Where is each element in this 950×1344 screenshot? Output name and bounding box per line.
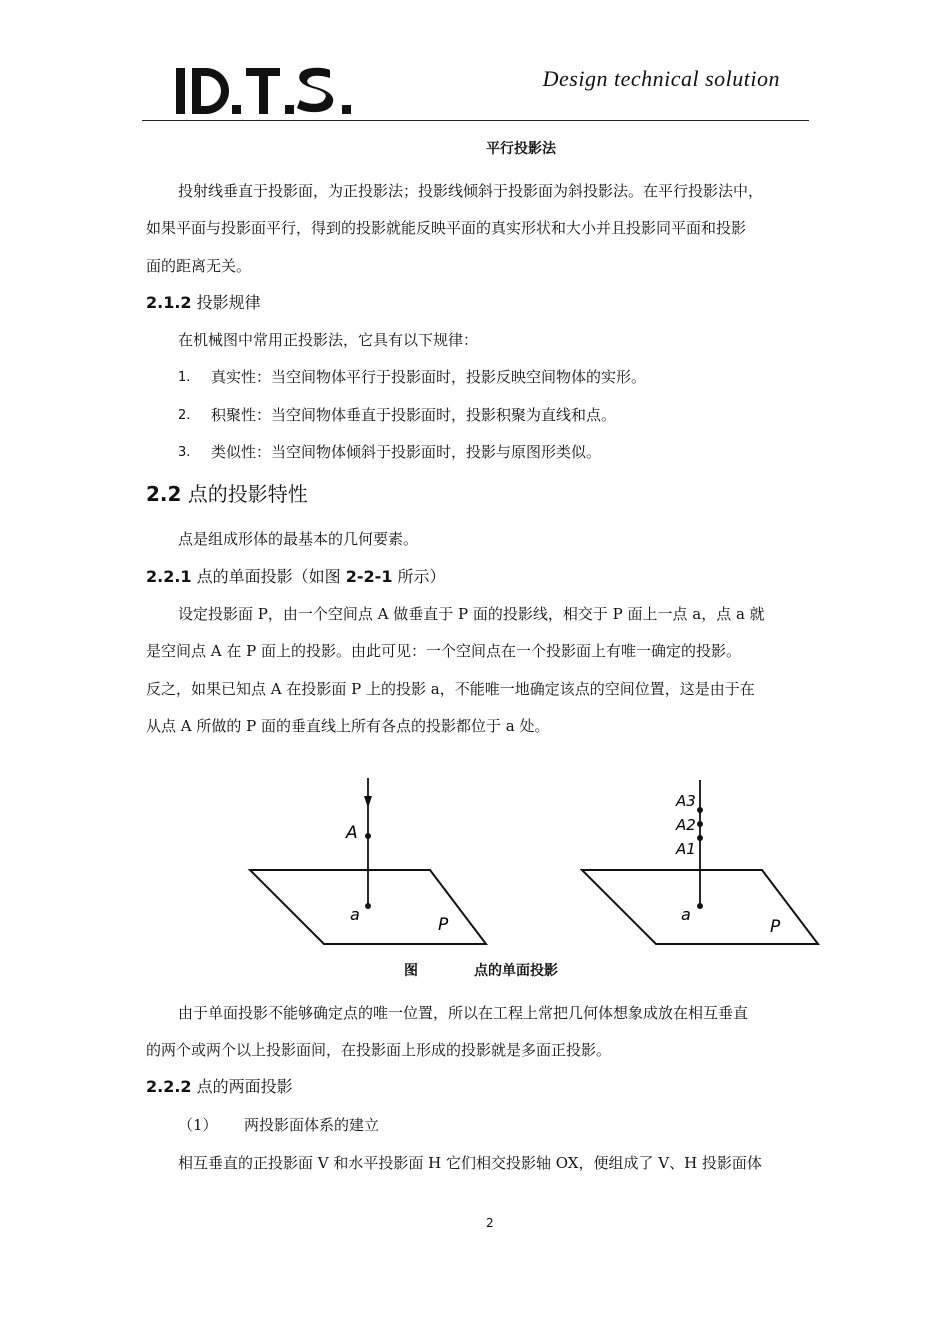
header-tagline: Design technical solution <box>542 66 780 91</box>
left-diagram <box>250 778 486 944</box>
paragraph-line: 由于单面投影不能够确定点的唯一位置，所以在工程上常把几何体想象成放在相互垂直 <box>178 1004 749 1022</box>
single-plane-projection-figure <box>240 770 830 950</box>
label-projection-a: a <box>681 905 691 924</box>
subsection-number: （1） <box>178 1116 218 1134</box>
page-number: 2 <box>486 1216 494 1230</box>
section-heading-2-2-1 <box>146 564 446 587</box>
subsection-title: 两投影面体系的建立 <box>244 1116 380 1134</box>
point-a1-dot <box>697 835 703 841</box>
projection-a-dot <box>365 903 371 909</box>
section-title: 投影规律 <box>196 293 261 312</box>
section-number: 2.2.2 <box>146 1077 192 1096</box>
label-a3: A3 <box>676 792 696 810</box>
section-title: 点的投影特性 <box>187 482 308 506</box>
label-plane-p: P <box>770 917 781 937</box>
label-a2: A2 <box>676 816 696 834</box>
list-number: 1. <box>178 370 191 385</box>
label-plane-p: P <box>438 915 449 935</box>
section-heading-2-2-2 <box>146 1074 293 1097</box>
paragraph-line: 的两个或两个以上投影面间，在投影面上形成的投影就是多面正投影。 <box>146 1041 612 1059</box>
label-a1: A1 <box>676 840 696 858</box>
label-projection-a: a <box>350 905 360 924</box>
right-diagram <box>582 780 818 944</box>
figure-caption: 点的单面投影 <box>474 963 558 979</box>
section-heading-2-2 <box>146 478 308 507</box>
paragraph-line: 反之，如果已知点 A 在投影面 P 上的投影 a，不能唯一地确定该点的空间位置，这是由于在 <box>146 680 755 698</box>
figure-caption-prefix: 图 <box>404 963 418 979</box>
point-a3-dot <box>697 807 703 813</box>
paragraph-line: 是空间点 A 在 P 面上的投影。由此可见：一个空间点在一个投影面上有唯一确定的投影。 <box>146 642 742 660</box>
paragraph-line: 从点 A 所做的 P 面的垂直线上所有各点的投影都位于 a 处。 <box>146 717 550 735</box>
paragraph-line: 投射线垂直于投影面，为正投影法；投影线倾斜于投影面为斜投影法。在平行投影法中， <box>178 182 764 200</box>
paragraph-line: 面的距离无关。 <box>146 257 252 275</box>
paragraph-line: 点是组成形体的最基本的几何要素。 <box>178 530 419 548</box>
list-item: 类似性：当空间物体倾斜于投影面时，投影与原图形类似。 <box>211 443 602 461</box>
section-number: 2.2 <box>146 482 182 506</box>
figure-reference: 2-2-1 <box>345 567 393 586</box>
list-item: 真实性：当空间物体平行于投影面时，投影反映空间物体的实形。 <box>211 368 647 386</box>
paragraph-line: 相互垂直的正投影面 V 和水平投影面 H 它们相交投影轴 OX，便组成了 V、H 投影面体 <box>178 1154 762 1172</box>
section-number: 2.1.2 <box>146 293 192 312</box>
paragraph-line: 如果平面与投影面平行，得到的投影就能反映平面的真实形状和大小并且投影同平面和投影 <box>146 219 747 237</box>
section-title: 点的单面投影（如图 <box>196 567 341 586</box>
list-number: 3. <box>178 445 191 460</box>
section-title-suffix: 所示） <box>397 567 446 586</box>
point-a-dot <box>365 833 371 839</box>
section-title: 点的两面投影 <box>196 1077 293 1096</box>
list-number: 2. <box>178 408 191 423</box>
header-divider <box>142 120 809 121</box>
paragraph-line: 设定投影面 P，由一个空间点 A 做垂直于 P 面的投影线，相交于 P 面上一点 a，点 a 就 <box>178 605 765 623</box>
dts-logo-graphic <box>172 62 362 120</box>
list-item: 积聚性：当空间物体垂直于投影面时，投影积聚为直线和点。 <box>211 406 617 424</box>
section-heading-2-1-2 <box>146 290 261 313</box>
label-point-a: A <box>346 823 358 843</box>
arrow-head-icon <box>364 796 372 808</box>
figure-caption-parallel-projection: 平行投影法 <box>486 141 556 157</box>
point-a2-dot <box>697 821 703 827</box>
projection-a-dot <box>697 903 703 909</box>
section-number: 2.2.1 <box>146 567 192 586</box>
dts-logo <box>172 62 362 124</box>
paragraph-line: 在机械图中常用正投影法，它具有以下规律： <box>178 331 479 349</box>
